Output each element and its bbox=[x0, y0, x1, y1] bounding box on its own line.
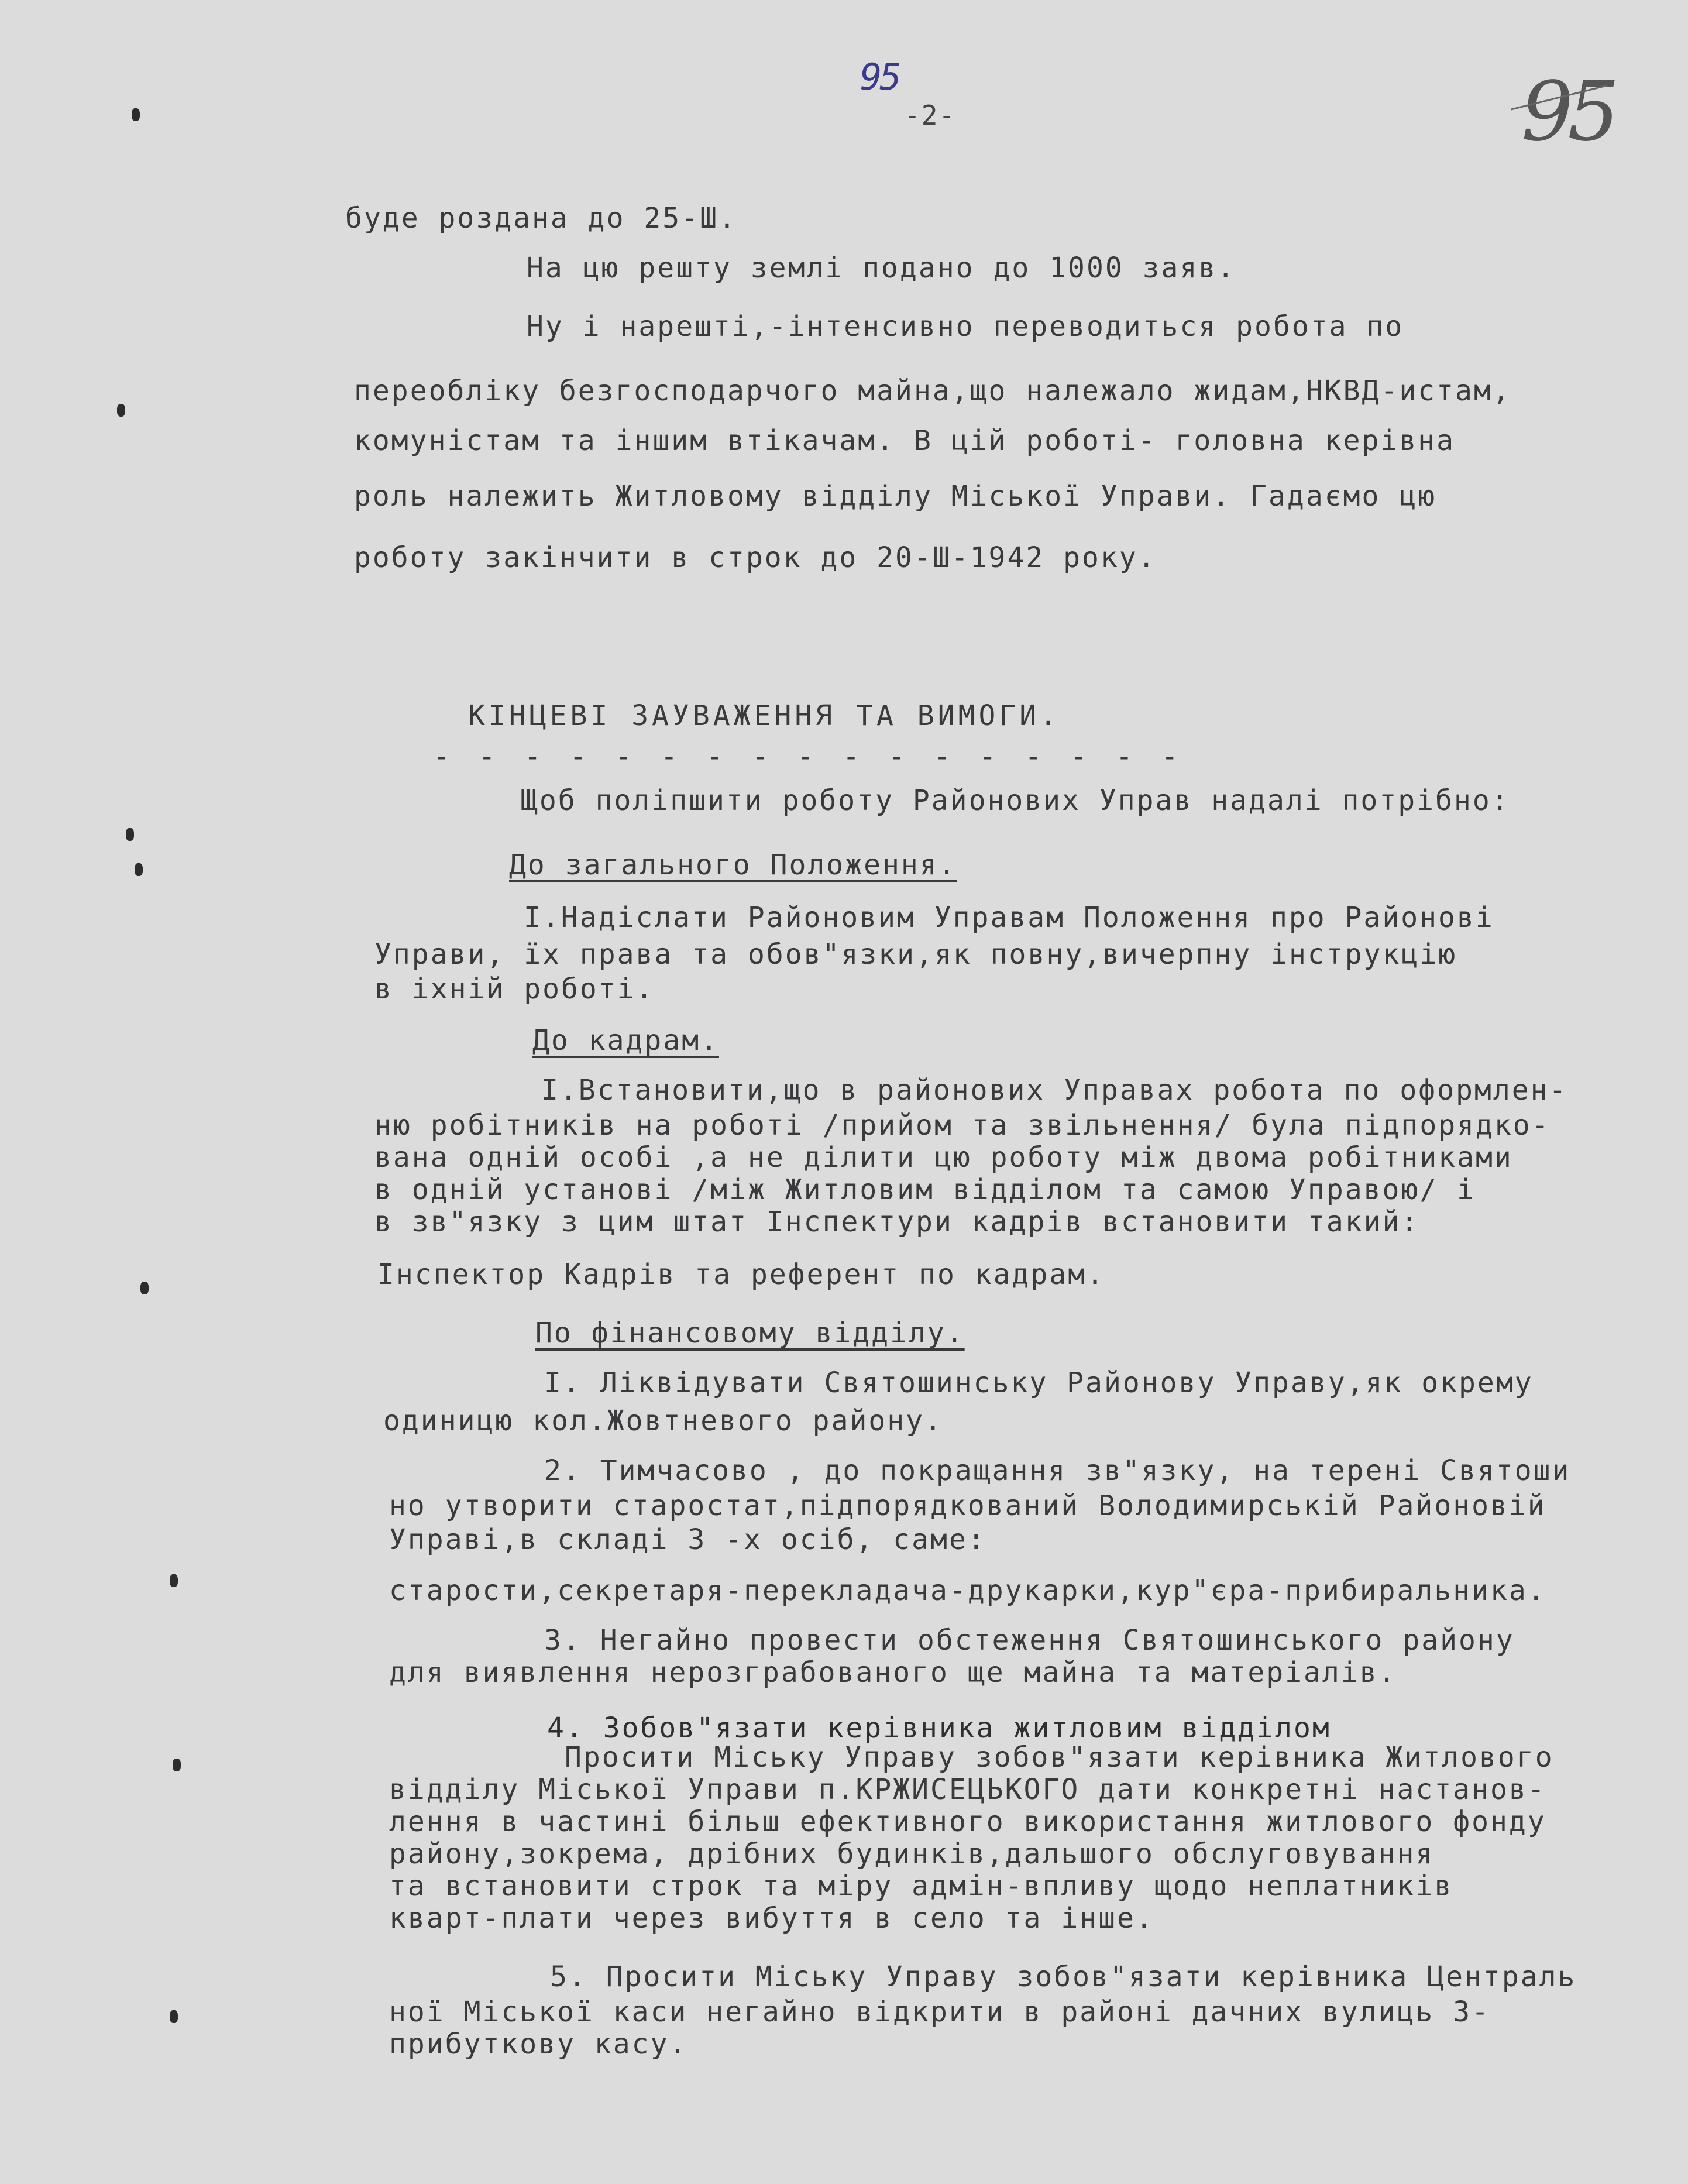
punch-hole bbox=[132, 108, 140, 121]
subheading-general: До загального Положення. bbox=[509, 849, 957, 881]
text-line: ню робітників на роботі /прийом та звільнення/ була підпорядко- bbox=[374, 1109, 1551, 1142]
text-line: одиницю кол.Жовтневого району. bbox=[383, 1405, 943, 1437]
text-line: комуністам та іншим втікачам. В цій роботі- головна керівна bbox=[354, 424, 1456, 457]
section-divider: - - - - - - - - - - - - - - - - - bbox=[433, 740, 1184, 773]
punch-hole bbox=[170, 2010, 178, 2023]
text-line: ної Міської каси негайно відкрити в районі дачних вулиць 3- bbox=[389, 1996, 1491, 2028]
punch-hole bbox=[117, 404, 125, 417]
text-line: в зв"язку з цим штат Інспектури кадрів встановити такий: bbox=[374, 1206, 1420, 1238]
text-line: в одній установі /між Житловим відділом та самою Управою/ і bbox=[374, 1173, 1476, 1206]
text-line: району,зокрема, дрібних будинків,дальшого обслуговування bbox=[389, 1838, 1435, 1870]
text-line: I.Надіслати Районовим Управам Положення про Районові bbox=[524, 901, 1494, 934]
punch-hole bbox=[135, 863, 143, 876]
text-line: та встановити строк та міру адмін-впливу щодо неплатників bbox=[389, 1870, 1453, 1903]
text-line: кварт-плати через вибуття в село та інше. bbox=[389, 1902, 1154, 1935]
text-line: 3. Негайно провести обстеження Святошинського району bbox=[544, 1624, 1515, 1657]
text-line: роботу закінчити в строк до 20-Ш-1942 року. bbox=[354, 541, 1157, 574]
text-line: I. Ліквідувати Святошинську Районову Управу,як окрему bbox=[544, 1366, 1534, 1399]
text-line: переобліку безгосподарчого майна,що належало жидам,НКВД-истам, bbox=[354, 375, 1511, 407]
stamp-page-number: 95 bbox=[860, 56, 899, 98]
subheading-cadres: До кадрам. bbox=[532, 1024, 719, 1057]
punch-hole bbox=[173, 1759, 181, 1771]
text-line: 5. Просити Міську Управу зобов"язати керівника Централь bbox=[550, 1960, 1577, 1993]
punch-hole bbox=[126, 828, 134, 841]
section-intro: Щоб поліпшити роботу Районових Управ надалі потрібно: bbox=[521, 784, 1510, 817]
typed-page-number: -2- bbox=[904, 99, 957, 131]
section-title: КІНЦЕВІ ЗАУВАЖЕННЯ ТА ВИМОГИ. bbox=[468, 699, 1061, 732]
text-line: лення в частині більш ефективного використання житлового фонду bbox=[389, 1805, 1546, 1838]
text-line: На цю решту землі подано до 1000 заяв. bbox=[527, 252, 1236, 284]
text-line: вана одній особі ,а не ділити цю роботу між двома робітниками bbox=[374, 1141, 1513, 1174]
text-line: старости,секретаря-перекладача-друкарки,кур"єра-прибиральника. bbox=[389, 1574, 1546, 1607]
subheading-finance: По фінансовому відділу. bbox=[535, 1317, 965, 1349]
text-line: I.Встановити,що в районових Управах робота по оформлен- bbox=[541, 1074, 1568, 1107]
text-line: Управи, їх права та обов"язки,як повну,вичерпну інструкцію bbox=[374, 938, 1457, 971]
text-line: Ну і нарешті,-інтенсивно переводиться робота по bbox=[527, 310, 1404, 343]
text-line: прибуткову касу. bbox=[389, 2028, 688, 2061]
text-line: для виявлення нерозграбованого ще майна та матеріалів. bbox=[389, 1656, 1397, 1689]
struck-text-line: 4. Зобов"язати керівника житловим відділом bbox=[547, 1712, 1331, 1745]
text-line: но утворити старостат,підпорядкований Володимирській Районовій bbox=[389, 1489, 1546, 1522]
text-line: відділу Міської Управи п.КРЖИСЕЦЬКОГО дати конкретні настанов- bbox=[389, 1773, 1546, 1806]
punch-hole bbox=[140, 1282, 149, 1294]
text-line: Інспектор Кадрів та референт по кадрам. bbox=[377, 1258, 1106, 1291]
text-line: в іхній роботі. bbox=[374, 973, 655, 1005]
text-line: Управі,в складі 3 -х осіб, саме: bbox=[389, 1523, 986, 1556]
text-line: буде роздана до 25-Ш. bbox=[345, 202, 737, 235]
punch-hole bbox=[170, 1574, 178, 1587]
text-line: Просити Міську Управу зобов"язати керівника Житлового bbox=[565, 1741, 1554, 1774]
handwritten-page-number: 95 bbox=[1521, 64, 1614, 160]
text-line: 2. Тимчасово , до покращання зв"язку, на терені Святоши bbox=[544, 1454, 1571, 1487]
text-line: роль належить Житловому відділу Міської Управи. Гадаємо цю bbox=[354, 480, 1437, 513]
